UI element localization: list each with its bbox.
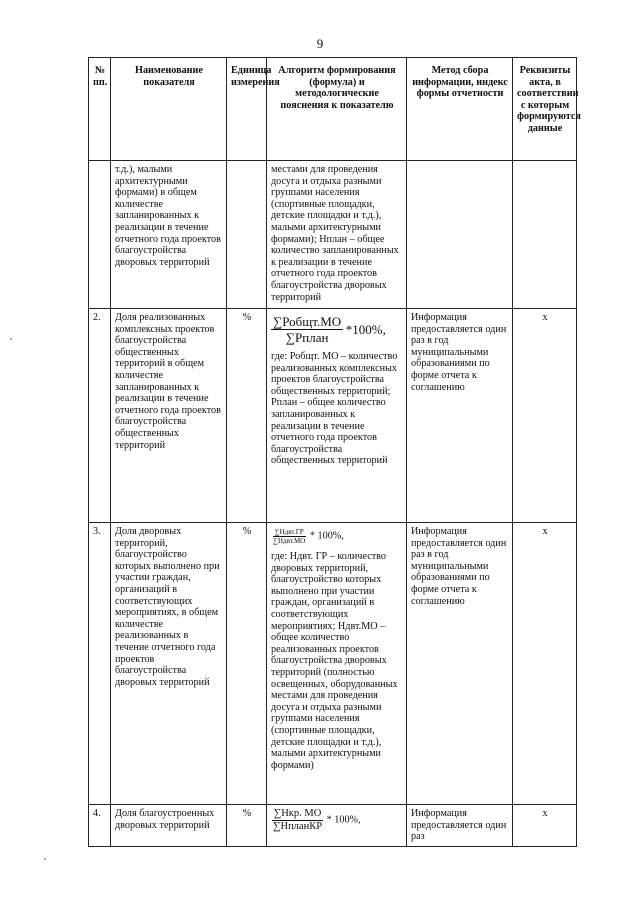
row-requisites: х	[513, 309, 577, 523]
table-row	[89, 309, 577, 523]
formula-denominator: ∑Рплан	[285, 330, 329, 345]
header-algorithm: Алгоритм формирования (формула) и методологические пояснения к показателю	[267, 58, 407, 161]
row-algorithm-cell	[267, 805, 407, 847]
row-num	[89, 161, 111, 309]
formula-fraction	[271, 808, 324, 833]
table-row	[89, 805, 577, 847]
header-name: Наименование показателя	[111, 58, 227, 161]
formula-numerator: ∑Робщт.МО	[273, 314, 342, 329]
formula-numerator: ∑Ндвт.ГР	[274, 528, 304, 536]
row-name: Доля благоустроенных дворовых территорий	[111, 805, 227, 847]
scan-dot	[10, 338, 12, 340]
formula-numerator: ∑Нкр. МО	[273, 808, 322, 819]
header-num: № пп.	[89, 58, 111, 161]
formula-denominator: ∑Ндвт.МО	[273, 537, 306, 545]
row-algorithm: где: Робщт. МО – количество реализованных комплексных проектов благоустройства общественных территорий; Рплан – общее количество запланированных к реализации в течение отчетного года проектов благоустройства общественных территорий	[271, 351, 398, 467]
formula	[271, 808, 403, 833]
header-method: Метод сбора информации, индекс формы отчетности	[407, 58, 513, 161]
formula-fraction	[271, 528, 307, 545]
row-algorithm: местами для проведения досуга и отдыха разными группами населения (спортивные площадки, детские площадки и т.д.), малыми архитектурными формами); Нплан – общее количество запланированных к реализации в течение отчетного года проектов благоустройства дворовых территорий	[267, 161, 407, 309]
header-row	[89, 58, 577, 161]
row-num: 2.	[89, 309, 111, 523]
row-num: 3.	[89, 523, 111, 805]
row-method: Информация предоставляется один раз в год муниципальными образованиями по форме отчета к соглашению	[407, 523, 513, 805]
scan-dot	[44, 858, 46, 860]
header-requisites: Реквизиты акта, в соответствии с которым формируются данные	[513, 58, 577, 161]
row-num: 4.	[89, 805, 111, 847]
row-unit: %	[227, 309, 267, 523]
row-name: т.д.), малыми архитектурными формами) в общем количестве запланированных к реализации в течение отчетного года проектов благоустройства дворовых территорий	[111, 161, 227, 309]
table-row	[89, 523, 577, 805]
formula-fraction	[271, 314, 343, 345]
row-requisites: х	[513, 523, 577, 805]
row-name: Доля дворовых территорий, благоустройство которых выполнено при участии граждан, организаций в соответствующих мероприятиях, в общем количестве реализованных в течение отчетного года проектов благоустройства дворовых территорий	[111, 523, 227, 805]
row-unit: %	[227, 805, 267, 847]
row-method	[407, 161, 513, 309]
row-unit: %	[227, 523, 267, 805]
formula-multiplier: *100%,	[345, 322, 386, 337]
row-algorithm-cell	[267, 523, 407, 805]
row-method: Информация предоставляется один раз	[407, 805, 513, 847]
formula-multiplier: * 100%,	[309, 530, 344, 542]
row-method: Информация предоставляется один раз в год муниципальными образованиями по форме отчета к соглашению	[407, 309, 513, 523]
row-algorithm-cell	[267, 309, 407, 523]
row-algorithm: где: Ндвт. ГР – количество дворовых территорий, благоустройство которых выполнено при участии граждан, организаций в соответствующих мероприятиях; Ндвт.МО – общее количество реализованных проектов благоустройства дворовых территорий (полностью освещенных, оборудованных местами для проведения досуга и отдыха разными группами населения (спортивные площадки, детские площадки и т.д.), малыми архитектурными формами)	[271, 551, 398, 771]
row-requisites: х	[513, 805, 577, 847]
table-row	[89, 161, 577, 309]
row-name: Доля реализованных комплексных проектов благоустройства общественных территорий в общем количестве запланированных к реализации в течение отчетного года проектов благоустройства общественных территорий	[111, 309, 227, 523]
formula-denominator: ∑НпланКР	[273, 821, 323, 832]
formula-multiplier: * 100%,	[326, 814, 361, 826]
page-number: 9	[316, 36, 324, 51]
row-unit	[227, 161, 267, 309]
row-requisites	[513, 161, 577, 309]
formula	[271, 314, 403, 345]
header-unit: Единица измерения	[227, 58, 267, 161]
formula	[271, 528, 403, 545]
indicators-table	[88, 57, 581, 847]
